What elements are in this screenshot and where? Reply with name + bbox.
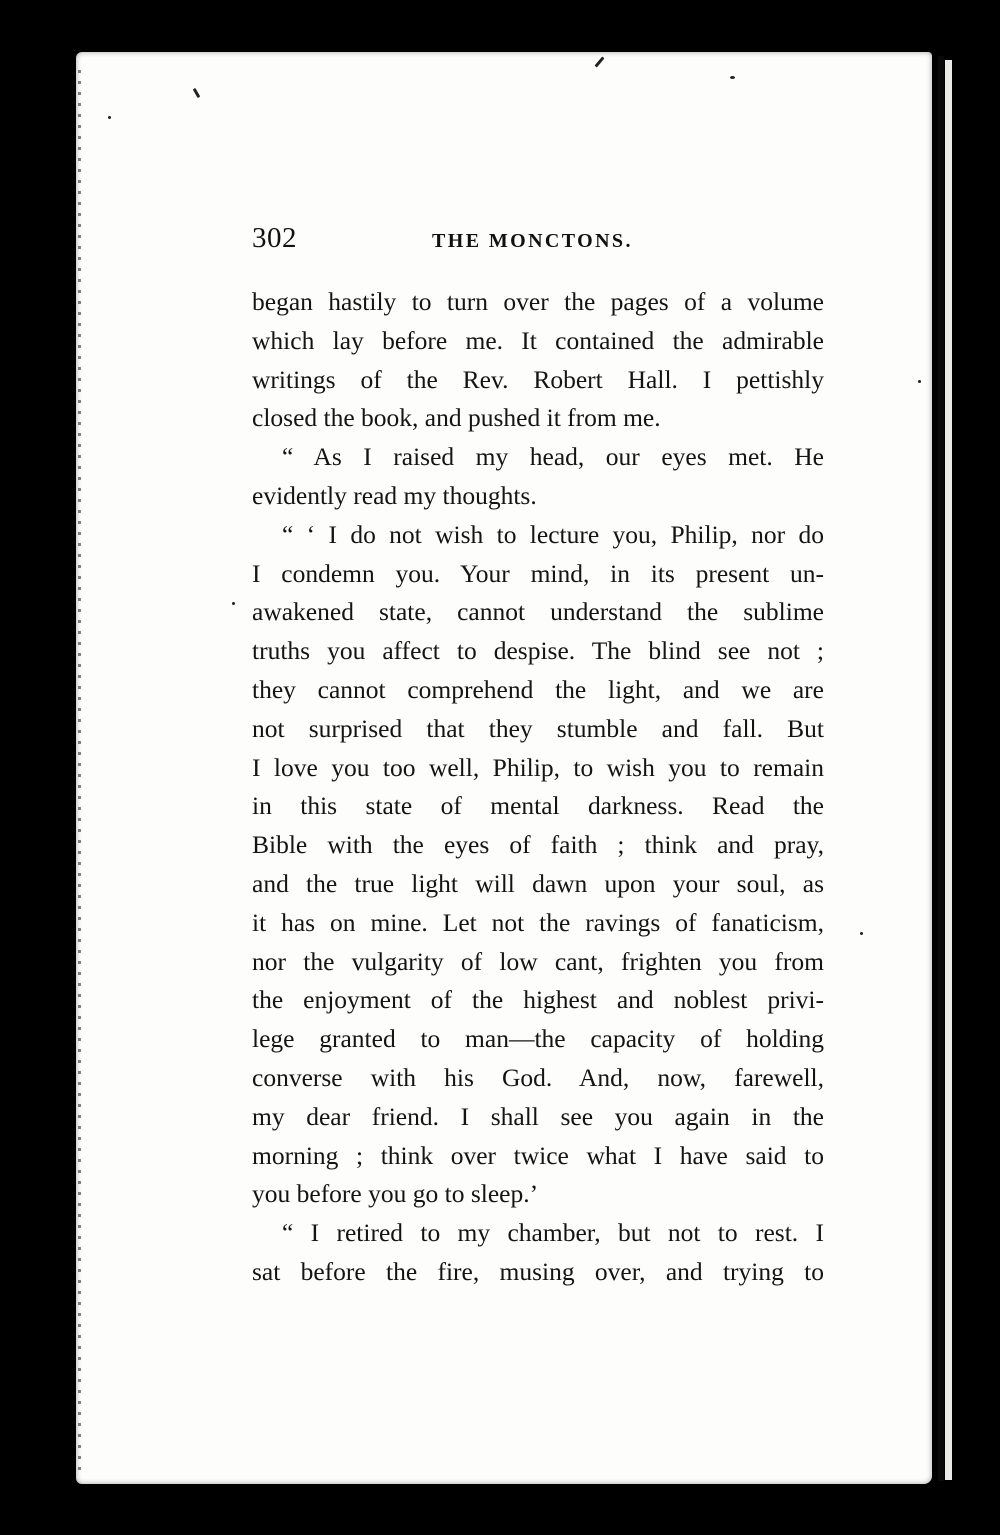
body-text: [252, 283, 824, 1292]
page-left-edge: [78, 70, 81, 1470]
text-line: Bible with the eyes of faith ; think and pray,: [252, 830, 824, 860]
page-number: 302: [252, 222, 297, 254]
text-line: they cannot comprehend the light, and we are: [252, 674, 824, 704]
text-line: evidently read my thoughts.: [252, 480, 537, 510]
text-line: and the true light will dawn upon your soul, as: [252, 868, 824, 898]
text-line: morning ; think over twice what I have said to: [252, 1140, 824, 1170]
text-line: which lay before me. It contained the admirable: [252, 325, 824, 355]
text-line: writings of the Rev. Robert Hall. I pettishly: [252, 364, 824, 394]
text-line: “ I retired to my chamber, but not to rest. I: [282, 1218, 824, 1248]
page-gutter-shadow: [938, 56, 944, 1481]
text-line: the enjoyment of the highest and noblest privi-: [252, 985, 824, 1015]
ink-speck: [730, 76, 735, 79]
text-line: I condemn you. Your mind, in its present un-: [252, 558, 824, 588]
text-line: I love you too well, Philip, to wish you to remain: [252, 752, 824, 782]
text-line: you before you go to sleep.’: [252, 1179, 539, 1209]
ink-speck: [918, 380, 921, 383]
text-line: lege granted to man—the capacity of holding: [252, 1024, 824, 1054]
text-line: in this state of mental darkness. Read the: [252, 791, 824, 821]
text-line: “ As I raised my head, our eyes met. He: [282, 442, 824, 472]
running-head: [252, 222, 832, 262]
text-line: not surprised that they stumble and fall. But: [252, 713, 824, 743]
ink-speck: [860, 932, 863, 935]
ink-speck: [108, 116, 111, 119]
text-line: began hastily to turn over the pages of a volume: [252, 287, 824, 316]
text-line: “ ‘ I do not wish to lecture you, Philip, nor do: [282, 519, 824, 549]
text-line: it has on mine. Let not the ravings of fanaticism,: [252, 907, 824, 937]
text-line: awakened state, cannot understand the sublime: [252, 597, 824, 627]
text-line: sat before the fire, musing over, and trying to: [252, 1256, 824, 1286]
text-line: my dear friend. I shall see you again in the: [252, 1101, 824, 1131]
page-right-edge: [945, 60, 952, 1480]
text-line: truths you affect to despise. The blind see not ;: [252, 636, 824, 666]
text-line: nor the vulgarity of low cant, frighten you from: [252, 946, 824, 976]
text-line: converse with his God. And, now, farewell,: [252, 1062, 824, 1092]
ink-speck: [232, 602, 235, 605]
text-line: closed the book, and pushed it from me.: [252, 403, 661, 433]
running-title: THE MONCTONS.: [432, 230, 633, 252]
